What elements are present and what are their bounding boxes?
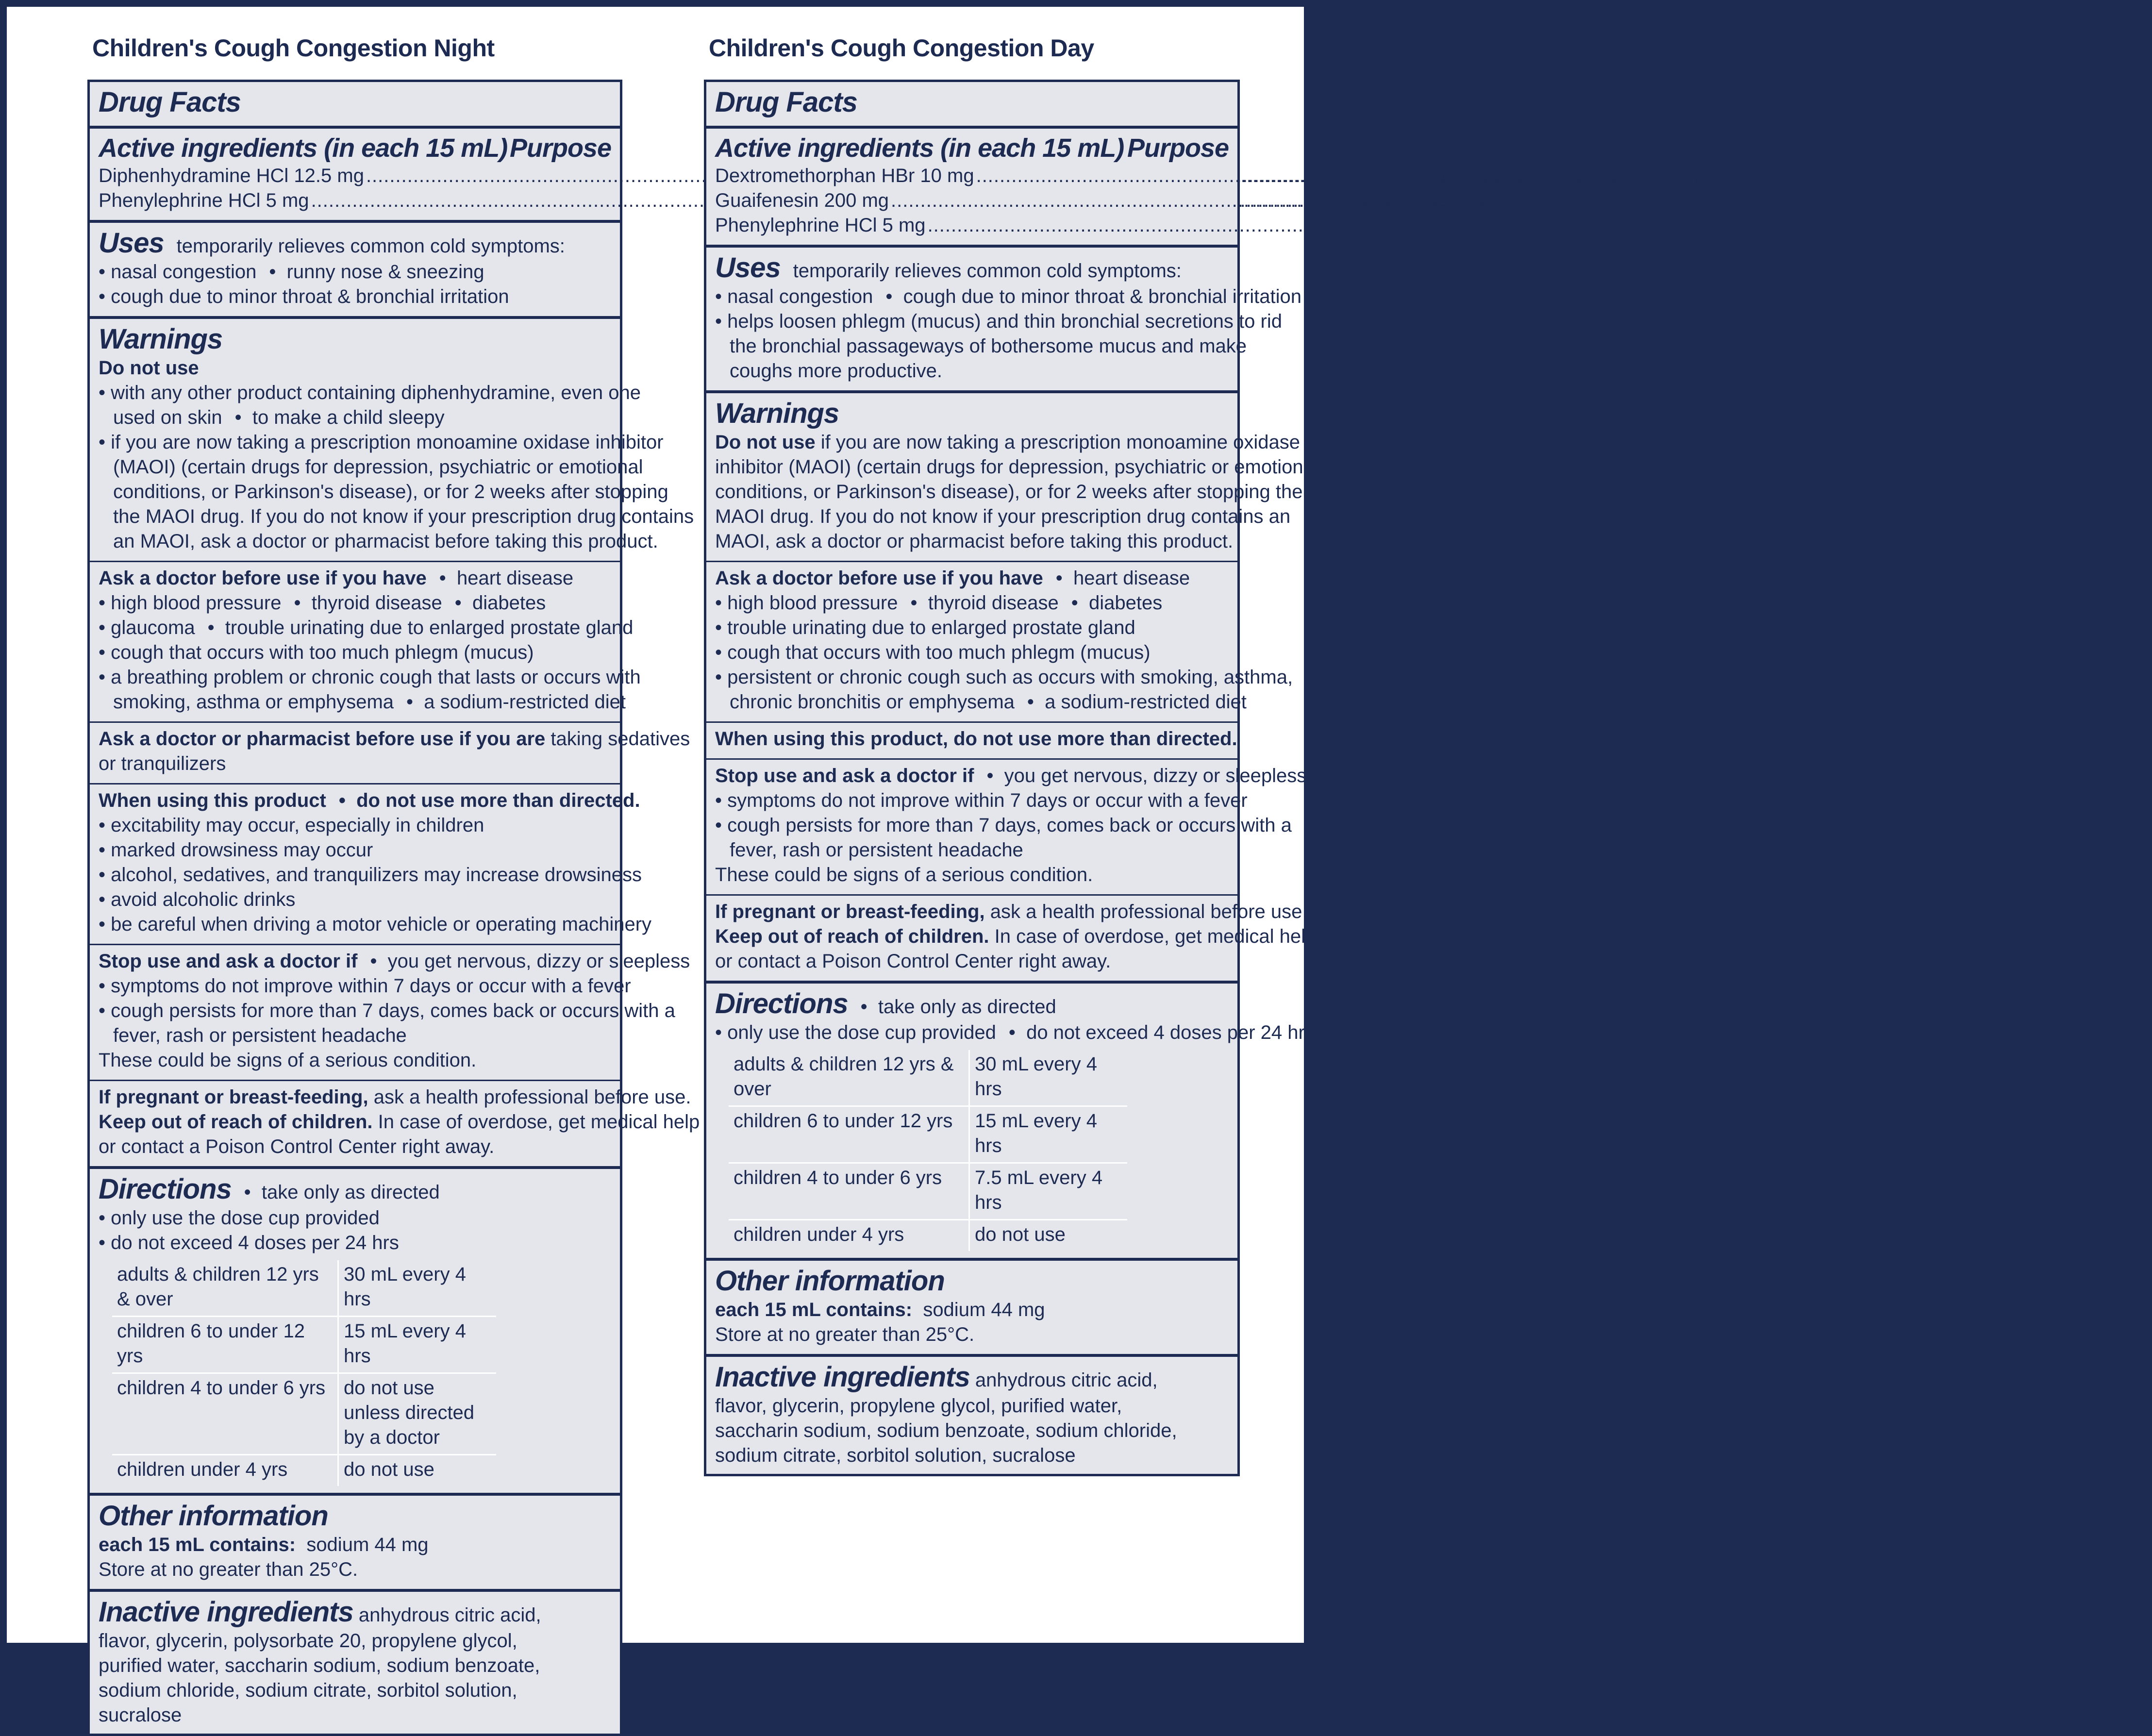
warnings-heading: Warnings — [715, 398, 839, 429]
other-label: each 15 mL contains: — [715, 1299, 913, 1320]
warning-text: MAOI, ask a doctor or pharmacist before taking this product. — [715, 531, 1234, 552]
ask-doctor-label: Ask a doctor before use if you have — [715, 568, 1043, 589]
keep-out-text: In case of overdose, get medical help — [378, 1111, 700, 1133]
day-inactive-ingredients — [706, 1357, 1237, 1474]
stop-use-label: Stop use and ask a doctor if — [715, 765, 974, 786]
ask-pharmacist-text: taking sedatives — [551, 728, 690, 750]
stop-use-label: Stop use and ask a doctor if — [99, 951, 358, 972]
uses-item: helps loosen phlegm (mucus) and thin bronchial secretions to rid — [727, 311, 1282, 332]
stop-item: cough persists for more than 7 days, comes back or occurs with a — [111, 1000, 675, 1021]
ingredient-row: Diphenhydramine HCl 12.5 mg ...... ..... Antihistamine/Cough suppressant — [99, 164, 611, 188]
night-inactive-ingredients — [90, 1592, 620, 1734]
uses-item: coughs more productive. — [730, 360, 943, 382]
keep-out-text: or contact a Poison Control Center right away. — [715, 951, 1111, 972]
drug-facts-heading: Drug Facts — [715, 86, 857, 118]
directions-heading: Directions — [99, 1173, 232, 1205]
stop-item: symptoms do not improve within 7 days or occur with a fever — [727, 790, 1248, 811]
condition-item: heart disease — [1073, 568, 1190, 589]
condition-item: cough that occurs with too much phlegm (mucus) — [111, 642, 534, 663]
purpose-heading: Purpose — [509, 134, 611, 163]
condition-item: thyroid disease — [311, 592, 442, 614]
when-using-item: excitability may occur, especially in children — [111, 815, 484, 836]
night-when-using: When using this product • do not use more than directed. • excitability may occur, especially in children • marked drowsiness may occur • alcohol, sedatives, and tranquilizers may increase drowsiness • avoid alcoholic drinks • be careful when driving a motor vehicle or operating machinery — [90, 785, 620, 944]
age-cell: children 4 to under 6 yrs — [112, 1373, 338, 1455]
stop-item: you get nervous, dizzy or sleepless — [1004, 765, 1307, 786]
ask-pharmacist-text: or tranquilizers — [99, 753, 226, 774]
do-not-use-label: Do not use — [99, 357, 199, 379]
ingredient-name: Phenylephrine HCl 5 mg — [99, 190, 309, 211]
ingredient-name: Guaifenesin 200 mg — [715, 190, 889, 211]
ingredient-name: Dextromethorphan HBr 10 mg — [715, 165, 974, 186]
other-value: sodium 44 mg — [923, 1299, 1045, 1320]
day-directions: Directions • take only as directed • only use the dose cup provided • do not exceed 4 doses per 24 hrs adults & children 12 yrs & over 30 mL every 4 hrs children 6 to under 12 yrs 15 mL every 4 hrs children 4 to under 6 yrs 7.5 mL every 4 hrs children under 4 yrs do not use — [706, 984, 1237, 1258]
dose-cell: do not use unless directed by a doctor — [338, 1373, 497, 1455]
night-other-information — [90, 1496, 620, 1589]
warning-text: conditions, or Parkinson's disease), or for 2 weeks after stopping the — [715, 481, 1303, 502]
age-cell: children under 4 yrs — [112, 1455, 338, 1486]
condition-item: heart disease — [456, 568, 574, 589]
age-cell: children 6 to under 12 yrs — [112, 1317, 338, 1373]
warning-text: (MAOI) (certain drugs for depression, psychiatric or emotional — [113, 456, 643, 478]
storage-text: Store at no greater than 25°C. — [715, 1324, 975, 1345]
stop-note: These could be signs of a serious condition. — [715, 864, 1093, 885]
warning-text: an MAOI, ask a doctor or pharmacist before taking this product. — [113, 531, 658, 552]
warnings-heading: Warnings — [99, 323, 223, 355]
stop-item: cough persists for more than 7 days, comes back or occurs with a — [727, 815, 1292, 836]
ingredient-purpose: Antihistamine/Cough suppressant — [1409, 165, 1700, 186]
dose-cell: 30 mL every 4 hrs — [969, 1050, 1128, 1106]
other-label: each 15 mL contains: — [99, 1534, 296, 1555]
condition-item: a breathing problem or chronic cough that lasts or occurs with — [111, 667, 641, 688]
inactive-text: saccharin sodium, sodium benzoate, sodium chloride, — [715, 1420, 1177, 1441]
stop-item: symptoms do not improve within 7 days or occur with a fever — [111, 975, 631, 997]
direction-item: only use the dose cup provided — [111, 1207, 380, 1229]
condition-item: trouble urinating due to enlarged prostate gland — [225, 617, 634, 638]
uses-item: nasal congestion — [111, 261, 257, 283]
other-information-heading: Other information — [99, 1500, 328, 1532]
condition-item: chronic bronchitis or emphysema — [730, 691, 1015, 713]
table-row — [112, 1373, 496, 1455]
drug-facts-heading: Drug Facts — [99, 86, 241, 118]
inactive-text: flavor, glycerin, propylene glycol, purified water, — [715, 1395, 1122, 1417]
condition-item: glaucoma — [111, 617, 195, 638]
table-row — [729, 1106, 1127, 1163]
uses-intro: temporarily relieves common cold symptoms: — [793, 260, 1182, 282]
uses-item: cough due to minor throat & bronchial irritation — [903, 286, 1302, 307]
uses-item: nasal congestion — [727, 286, 873, 307]
inactive-text: sucralose — [99, 1704, 182, 1726]
condition-item: a sodium-restricted diet — [424, 691, 626, 713]
stop-item: you get nervous, dizzy or sleepless — [387, 951, 690, 972]
condition-item: diabetes — [472, 592, 546, 614]
dose-cell: 15 mL every 4 hrs — [338, 1317, 497, 1373]
do-not-use-label: Do not use — [715, 432, 816, 453]
uses-item: the bronchial passageways of bothersome mucus and make — [730, 335, 1247, 357]
warning-text: to make a child sleepy — [252, 407, 445, 428]
day-other-information — [706, 1261, 1237, 1354]
condition-item: trouble urinating due to enlarged prostate gland — [727, 617, 1135, 638]
age-cell: adults & children 12 yrs & over — [729, 1050, 969, 1106]
active-ingredients-heading: Active ingredients (in each 15 mL) — [715, 134, 1124, 163]
direction-item: take only as directed — [878, 996, 1056, 1018]
ingredient-purpose: Nasal decongestant — [1935, 215, 2107, 236]
dosage-table — [729, 1050, 1127, 1251]
day-stop-use: Stop use and ask a doctor if • you get nervous, dizzy or sleepless • symptoms do not improve within 7 days or occur with a fever • cough persists for more than 7 days, comes back or occurs with a fever, rash or persistent headache These could be signs of a serious condition. — [706, 760, 1237, 894]
night-pregnant-keep-out — [90, 1081, 700, 1166]
active-ingredients-heading: Active ingredients (in each 15 mL) — [99, 134, 508, 163]
ingredient-row — [715, 213, 2107, 238]
condition-item: smoking, asthma or emphysema — [113, 691, 394, 713]
age-cell: children 6 to under 12 yrs — [729, 1106, 969, 1163]
page — [7, 7, 2152, 1726]
ingredient-purpose: Cough suppressant — [1983, 165, 2152, 186]
day-warnings — [706, 393, 1318, 561]
condition-item: diabetes — [1089, 592, 1163, 614]
pregnant-text: ask a health professional before use. — [990, 901, 1308, 922]
warning-text: if you are now taking a prescription monoamine oxidase inhibitor — [111, 432, 664, 453]
age-cell: children 4 to under 6 yrs — [729, 1163, 969, 1220]
age-cell: adults & children 12 yrs & over — [112, 1260, 338, 1317]
direction-item: only use the dose cup provided — [727, 1022, 996, 1043]
day-uses: Uses temporarily relieves common cold symptoms: • nasal congestion • cough due to minor throat & bronchial irritation • helps loosen phlegm (mucus) and thin bronchial secretions to rid the bronchial passageways of bothersome mucus and make coughs more productive. — [706, 248, 1237, 390]
ingredient-name: Diphenhydramine HCl 12.5 mg — [99, 165, 364, 186]
keep-out-label: Keep out of reach of children. — [99, 1111, 373, 1133]
stop-note: These could be signs of a serious condition. — [99, 1050, 477, 1071]
condition-item: persistent or chronic cough such as occurs with smoking, asthma, — [727, 667, 1293, 688]
table-row — [112, 1260, 496, 1317]
when-using-item: avoid alcoholic drinks — [111, 889, 296, 910]
other-information-heading: Other information — [715, 1265, 945, 1297]
inactive-ingredients-heading: Inactive ingredients — [715, 1361, 970, 1393]
dose-cell: 30 mL every 4 hrs — [338, 1260, 497, 1317]
directions-heading: Directions — [715, 988, 848, 1019]
inactive-text: sodium citrate, sorbitol solution, sucralose — [715, 1445, 1076, 1466]
night-ask-pharmacist — [90, 723, 690, 783]
condition-item: a sodium-restricted diet — [1045, 691, 1247, 713]
uses-intro: temporarily relieves common cold symptoms: — [176, 235, 565, 257]
dose-cell: do not use — [969, 1220, 1128, 1252]
inactive-text: anhydrous citric acid, — [975, 1369, 1158, 1391]
condition-item: high blood pressure — [111, 592, 282, 614]
dose-cell: 15 mL every 4 hrs — [969, 1106, 1128, 1163]
uses-heading: Uses — [715, 252, 781, 284]
dosage-table — [112, 1260, 496, 1486]
keep-out-text: or contact a Poison Control Center right away. — [99, 1136, 495, 1157]
ask-doctor-label: Ask a doctor before use if you have — [99, 568, 427, 589]
inactive-ingredients-heading: Inactive ingredients — [99, 1596, 353, 1628]
pregnant-label: If pregnant or breast-feeding, — [715, 901, 985, 922]
dose-cell: do not use — [338, 1455, 497, 1486]
keep-out-text: In case of overdose, get medical help — [994, 926, 1317, 947]
day-when-using — [706, 723, 1237, 758]
warning-text: the MAOI drug. If you do not know if your prescription drug contains — [113, 506, 694, 527]
uses-item: cough due to minor throat & bronchial irritation — [111, 286, 509, 307]
dose-cell: 7.5 mL every 4 hrs — [969, 1163, 1128, 1220]
when-using-item: alcohol, sedatives, and tranquilizers may increase drowsiness — [111, 864, 642, 885]
table-row — [112, 1455, 496, 1486]
other-value: sodium 44 mg — [306, 1534, 429, 1555]
day-ask-doctor: Ask a doctor before use if you have • heart disease • high blood pressure • thyroid disease • diabetes • trouble urinating due to enlarged prostate gland • cough that occurs with too much phlegm (mucus) • persistent or chronic cough such as occurs with smoking, asthma, chronic bronchitis or emphysema • a sodium-restricted diet — [706, 562, 1237, 721]
ingredient-purpose: Nasal decongestant — [1318, 190, 1490, 211]
warning-text: used on skin — [113, 407, 222, 428]
warning-text: with any other product containing diphenhydramine, even one — [111, 382, 641, 403]
table-row — [729, 1050, 1127, 1106]
day-pregnant-keep-out — [706, 896, 1317, 981]
storage-text: Store at no greater than 25°C. — [99, 1559, 358, 1580]
night-directions: Directions • take only as directed • only use the dose cup provided • do not exceed 4 doses per 24 hrs adults & children 12 yrs & over 30 mL every 4 hrs children 6 to under 12 yrs 15 mL every 4 hrs children 4 to under 6 yrs do not use unless directed by a doctor children under 4 yrs do not use — [90, 1169, 620, 1493]
stop-item: fever, rash or persistent headache — [730, 839, 1023, 861]
warning-text: conditions, or Parkinson's disease), or for 2 weeks after stopping — [113, 481, 668, 502]
day-drug-facts-header — [706, 82, 1237, 126]
inactive-text: sodium chloride, sodium citrate, sorbitol solution, — [99, 1680, 517, 1701]
inactive-text: flavor, glycerin, polysorbate 20, propylene glycol, — [99, 1630, 517, 1652]
ingredient-name: Phenylephrine HCl 5 mg — [715, 215, 926, 236]
night-title: Children's Cough Congestion Night — [92, 34, 495, 62]
direction-item: take only as directed — [261, 1182, 440, 1203]
direction-item: do not exceed 4 doses per 24 hrs — [111, 1232, 399, 1253]
direction-item: do not exceed 4 doses per 24 hrs — [1026, 1022, 1315, 1043]
uses-heading: Uses — [99, 227, 164, 259]
age-cell: children under 4 yrs — [729, 1220, 969, 1252]
when-using-item: marked drowsiness may occur — [111, 839, 373, 861]
ingredient-purpose: Expectorant — [1898, 190, 2002, 211]
purpose-heading: Purpose — [1127, 134, 1229, 163]
when-using-item: be careful when driving a motor vehicle or operating machinery — [111, 914, 652, 935]
night-warnings: Warnings Do not use • with any other product containing diphenhydramine, even one used on skin • to make a child sleepy • if you are now taking a prescription monoamine oxidase inhibitor (MAOI) (certain drugs for depression, psychiatric or emotional conditions, or Parkinson's disease), or for 2 weeks after stopping the MAOI drug. If you do not know if your prescription drug contains an MAOI, ask a doctor or pharmacist before taking this product. — [90, 319, 620, 561]
condition-item: thyroid disease — [928, 592, 1059, 614]
pregnant-label: If pregnant or breast-feeding, — [99, 1086, 368, 1108]
table-row — [112, 1317, 496, 1373]
warning-text: if you are now taking a prescription monoamine oxidase — [820, 432, 1301, 453]
keep-out-label: Keep out of reach of children. — [715, 926, 989, 947]
day-title: Children's Cough Congestion Day — [709, 34, 1094, 62]
when-using-bold: do not use more than directed. — [356, 790, 640, 811]
night-ask-doctor: Ask a doctor before use if you have • heart disease • high blood pressure • thyroid disease • diabetes • glaucoma • trouble urinating due to enlarged prostate gland • cough that occurs with too much phlegm (mucus) • a breathing problem or chronic cough that lasts or occurs with smoking, asthma or emphysema • a sodium-restricted diet — [90, 562, 620, 721]
night-stop-use: Stop use and ask a doctor if • you get nervous, dizzy or sleepless • symptoms do not improve within 7 days or occur with a fever • cough persists for more than 7 days, comes back or occurs with a fever, rash or persistent headache These could be signs of a serious condition. — [90, 945, 620, 1080]
night-drug-facts-header — [90, 82, 620, 126]
warning-text: MAOI drug. If you do not know if your prescription drug contains an — [715, 506, 1291, 527]
when-using-text: When using this product, do not use more than directed. — [715, 728, 1237, 750]
uses-item: runny nose & sneezing — [286, 261, 484, 283]
inactive-text: anhydrous citric acid, — [358, 1604, 541, 1626]
when-using-label: When using this product — [99, 790, 326, 811]
pregnant-text: ask a health professional before use. — [373, 1086, 691, 1108]
table-row — [729, 1220, 1127, 1252]
ask-pharmacist-label: Ask a doctor or pharmacist before use if you are — [99, 728, 546, 750]
table-row — [729, 1163, 1127, 1220]
condition-item: high blood pressure — [727, 592, 898, 614]
stop-item: fever, rash or persistent headache — [113, 1025, 407, 1046]
inactive-text: purified water, saccharin sodium, sodium benzoate, — [99, 1655, 540, 1676]
condition-item: cough that occurs with too much phlegm (mucus) — [727, 642, 1151, 663]
warning-text: inhibitor (MAOI) (certain drugs for depression, psychiatric or emotional — [715, 456, 1318, 478]
night-uses: Uses temporarily relieves common cold symptoms: • nasal congestion • runny nose & sneezing • cough due to minor throat & bronchial irritation — [90, 223, 620, 316]
